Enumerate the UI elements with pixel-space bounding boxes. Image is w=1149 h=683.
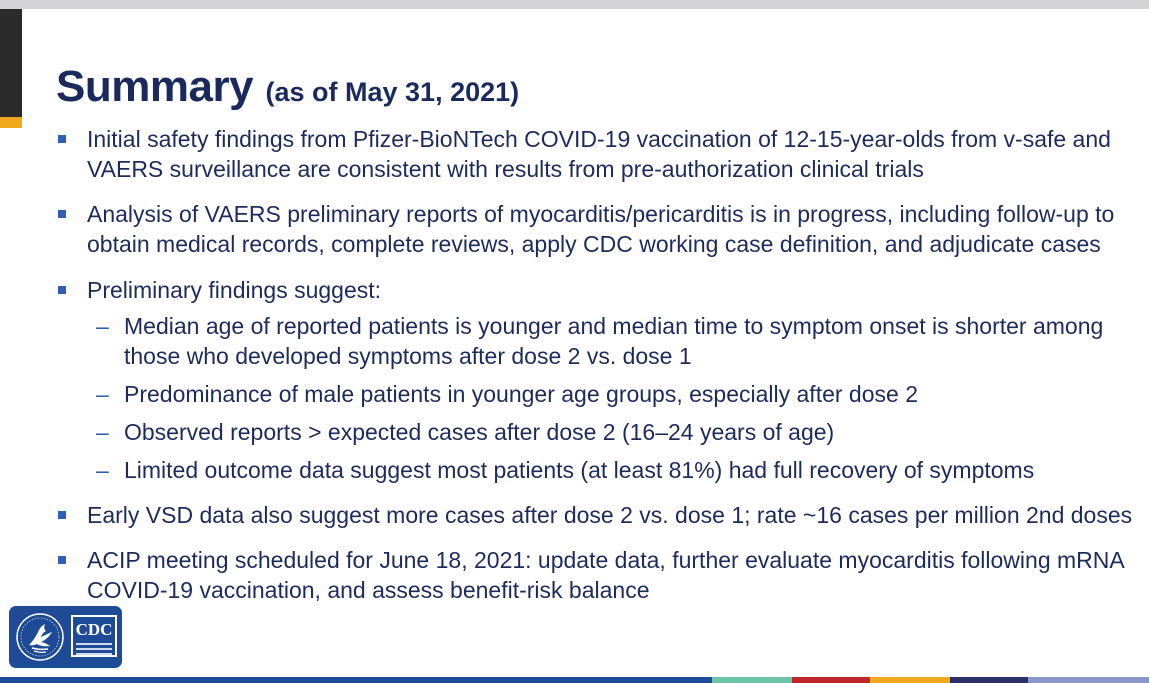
bullet-item: [56, 199, 1141, 259]
side-dark-accent: [0, 9, 22, 117]
slide-title: [56, 62, 519, 112]
hhs-eagle-seal-icon: [15, 612, 65, 662]
bullet-text: Analysis of VAERS preliminary reports of myocarditis/pericarditis is in progress, including follow-up to obtain medical records, complete reviews, apply CDC working case definition, and adjudicate cases: [87, 201, 1115, 257]
top-gray-bar: [0, 0, 1149, 9]
bullet-text: ACIP meeting scheduled for June 18, 2021: update data, further evaluate myocarditis following mRNA COVID-19 vaccination, and assess benefit-risk balance: [87, 547, 1124, 603]
square-bullet-icon: [58, 286, 66, 294]
dash-bullet-icon: –: [96, 419, 109, 445]
bullet-text: Initial safety findings from Pfizer-BioNTech COVID-19 vaccination of 12-15-year-olds from v-safe and VAERS surveillance are consistent with results from pre-authorization clinical trials: [87, 126, 1111, 182]
sub-bullet-item: [96, 417, 1141, 447]
sub-bullet-text: Limited outcome data suggest most patients (at least 81%) had full recovery of symptoms: [124, 457, 1035, 483]
wordmark-line: [76, 648, 112, 650]
bullet-item: [56, 124, 1141, 184]
bottom-segment: [950, 677, 1028, 683]
sub-bullet-item: [96, 455, 1141, 485]
bullet-item: [56, 545, 1141, 605]
bullet-item: [56, 500, 1141, 530]
bottom-color-bar: [0, 677, 1149, 683]
bottom-segment: [792, 677, 870, 683]
cdc-wordmark: [71, 615, 117, 657]
cdc-text: CDC: [75, 620, 113, 639]
cdc-logo: [9, 606, 122, 668]
bullet-item: [56, 275, 1141, 305]
bottom-segment: [712, 677, 792, 683]
title-date: (as of May 31, 2021): [265, 77, 520, 107]
side-gold-accent: [0, 117, 22, 128]
sub-bullet-list: [56, 311, 1141, 485]
sub-bullet-text: Median age of reported patients is younger and median time to symptom onset is shorter among those who developed symptoms after dose 2 vs. dose 1: [124, 313, 1104, 369]
sub-bullet-item: [96, 311, 1141, 371]
bottom-segment: [870, 677, 950, 683]
sub-bullet-text: Predominance of male patients in younger age groups, especially after dose 2: [124, 381, 918, 407]
bullet-list: [56, 124, 1141, 605]
dash-bullet-icon: –: [96, 457, 109, 483]
dash-bullet-icon: –: [96, 313, 109, 339]
square-bullet-icon: [58, 511, 66, 519]
wordmark-line: [76, 643, 112, 645]
square-bullet-icon: [58, 135, 66, 143]
bullet-text: Preliminary findings suggest:: [87, 277, 382, 303]
bottom-segment: [0, 677, 712, 683]
dash-bullet-icon: –: [96, 381, 109, 407]
square-bullet-icon: [58, 556, 66, 564]
sub-bullet-text: Observed reports > expected cases after dose 2 (16–24 years of age): [124, 419, 835, 445]
square-bullet-icon: [58, 210, 66, 218]
wordmark-line: [76, 653, 112, 655]
sub-bullet-item: [96, 379, 1141, 409]
bullet-text: Early VSD data also suggest more cases after dose 2 vs. dose 1; rate ~16 cases per million 2nd doses: [87, 502, 1133, 528]
bottom-segment: [1028, 677, 1149, 683]
title-main: Summary: [56, 62, 254, 111]
